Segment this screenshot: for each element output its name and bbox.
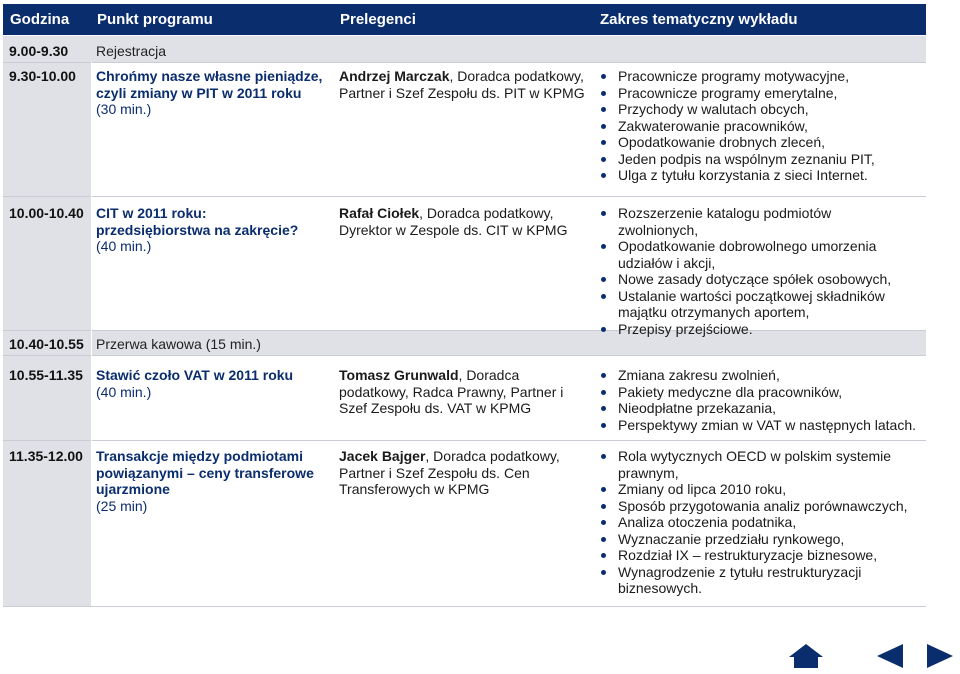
- topic-list: [598, 367, 923, 433]
- list-item: Opodatkowanie dobrowolnego umorzenia udziałów i akcji,: [598, 238, 898, 271]
- list-item: Rola wytycznych OECD w polskim systemie prawnym,: [598, 448, 908, 481]
- row-time: 11.35-12.00: [9, 448, 83, 464]
- row-divider: [3, 62, 926, 63]
- row-title: [96, 448, 331, 514]
- row-title: Rejestracja: [96, 43, 167, 59]
- row-speaker: [339, 68, 589, 101]
- row-speaker: [339, 448, 574, 498]
- row-speaker: [339, 367, 569, 417]
- row-title: [96, 367, 336, 400]
- row-divider: [3, 440, 926, 441]
- header-program: Punkt programu: [97, 11, 213, 28]
- speaker-role: , Doradca podatkowy, Partner i Szef Zespołu ds. Cen Transferowych w KPMG: [339, 448, 560, 497]
- row-time: 10.00-10.40: [9, 205, 84, 221]
- list-item: Pakiety medyczne dla pracowników,: [598, 384, 923, 401]
- session-title: Transakcje między podmiotami powiązanymi – ceny transferowe ujarzmione: [96, 448, 314, 497]
- row-divider: [3, 196, 926, 197]
- list-item: Nowe zasady dotyczące spółek osobowych,: [598, 271, 898, 288]
- table-header: [3, 4, 926, 35]
- list-item: Sposób przygotowania analiz porównawczych,: [598, 498, 908, 515]
- session-duration: (40 min.): [96, 238, 152, 254]
- list-item: Opodatkowanie drobnych zleceń,: [598, 134, 923, 151]
- row-time: 10.55-11.35: [9, 367, 83, 383]
- home-icon[interactable]: [788, 643, 824, 674]
- prev-arrow-icon[interactable]: [876, 643, 904, 674]
- list-item: Wyznaczanie przedziału rynkowego,: [598, 531, 908, 548]
- list-item: Wynagrodzenie z tytułu restrukturyzacji biznesowych.: [598, 564, 908, 597]
- list-item: Zmiana zakresu zwolnień,: [598, 367, 923, 384]
- next-arrow-icon[interactable]: [926, 643, 954, 674]
- row-divider: [3, 355, 926, 356]
- column-divider: [91, 62, 92, 606]
- header-speakers: Prelegenci: [340, 11, 416, 28]
- list-item: Zakwaterowanie pracowników,: [598, 118, 923, 135]
- row-divider: [3, 606, 926, 607]
- speaker-name: Andrzej Marczak: [339, 68, 450, 84]
- speaker-role: , Doradca podatkowy, Partner i Szef Zespołu ds. PIT w KPMG: [339, 68, 585, 101]
- list-item: Pracownicze programy motywacyjne,: [598, 68, 923, 85]
- row-time: 10.40-10.55: [9, 336, 84, 352]
- list-item: Przychody w walutach obcych,: [598, 101, 923, 118]
- list-item: Zmiany od lipca 2010 roku,: [598, 481, 908, 498]
- row-title: Przerwa kawowa (15 min.): [96, 336, 261, 352]
- session-title: Stawić czoło VAT w 2011 roku: [96, 367, 294, 383]
- topic-list: [598, 68, 923, 184]
- list-item: Pracownicze programy emerytalne,: [598, 85, 923, 102]
- row-title: [96, 205, 321, 255]
- row-speaker: [339, 205, 579, 238]
- session-duration: (25 min): [96, 497, 148, 514]
- speaker-name: Tomasz Grunwald: [339, 367, 459, 383]
- session-duration: (30 min.): [96, 101, 152, 117]
- header-topics: Zakres tematyczny wykładu: [600, 11, 798, 28]
- speaker-name: Rafał Ciołek: [339, 205, 420, 221]
- row-time: 9.30-10.00: [9, 68, 76, 84]
- list-item: Ulga z tytułu korzystania z sieci Internet.: [598, 167, 923, 184]
- row-time: 9.00-9.30: [9, 43, 69, 59]
- session-title: CIT w 2011 roku: przedsiębiorstwa na zakręcie?: [96, 205, 299, 238]
- list-item: Jeden podpis na wspólnym zeznaniu PIT,: [598, 151, 923, 168]
- list-item: Przepisy przejściowe.: [598, 321, 898, 338]
- session-title: Chrońmy nasze własne pieniądze, czyli zmiany w PIT w 2011 roku: [96, 68, 323, 101]
- list-item: Ustalanie wartości początkowej składników majątku otrzymanych aportem,: [598, 288, 898, 321]
- topic-list: [598, 448, 908, 597]
- list-item: Nieodpłatne przekazania,: [598, 400, 923, 417]
- session-duration: (40 min.): [96, 383, 152, 400]
- speaker-name: Jacek Bajger: [339, 448, 426, 464]
- row-title: [96, 68, 336, 118]
- speaker-role: , Doradca podatkowy, Radca Prawny, Partner i Szef Zespołu ds. VAT w KPMG: [339, 367, 564, 416]
- topic-list: [598, 205, 898, 337]
- list-item: Perspektywy zmian w VAT w następnych latach.: [598, 417, 923, 434]
- header-time: Godzina: [10, 11, 70, 28]
- speaker-role: , Doradca podatkowy, Dyrektor w Zespole ds. CIT w KPMG: [339, 205, 568, 238]
- list-item: Rozszerzenie katalogu podmiotów zwolnionych,: [598, 205, 898, 238]
- list-item: Analiza otoczenia podatnika,: [598, 514, 908, 531]
- list-item: Rozdział IX – restrukturyzacje biznesowe,: [598, 547, 908, 564]
